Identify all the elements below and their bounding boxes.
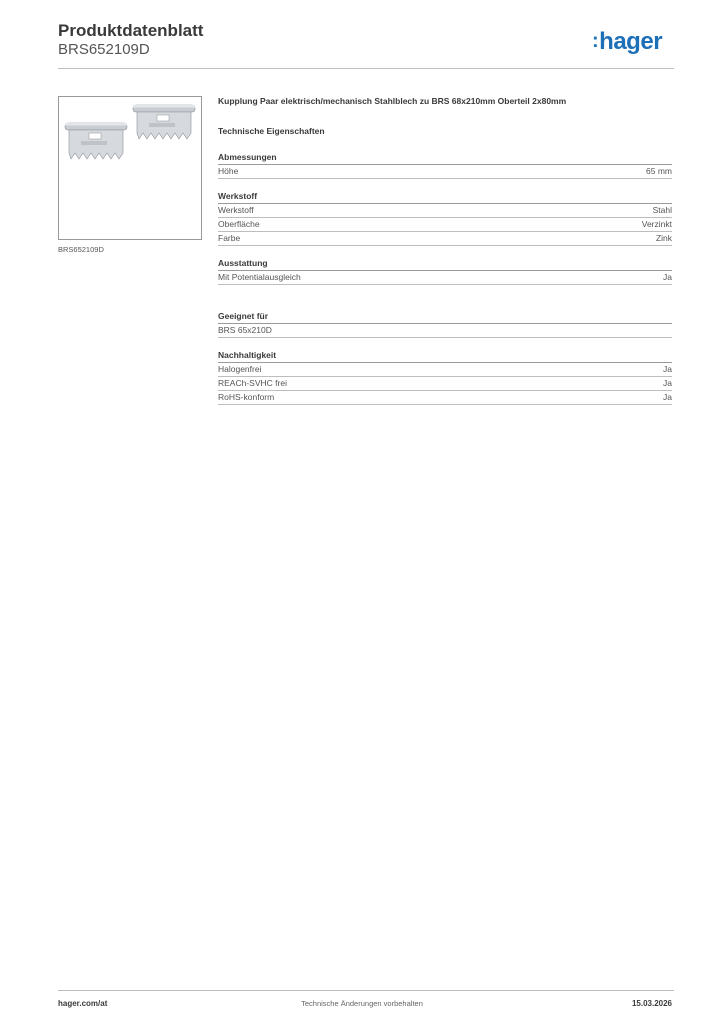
section-title: Nachhaltigkeit <box>218 350 672 363</box>
property-label: RoHS-konform <box>218 392 275 402</box>
product-code: BRS652109D <box>58 41 150 58</box>
property-label: Mit Potentialausgleich <box>218 272 301 282</box>
technical-title: Technische Eigenschaften <box>218 126 325 136</box>
property-row <box>218 363 672 377</box>
property-value: Ja <box>663 392 672 402</box>
section-sustainability <box>218 350 672 405</box>
header-divider <box>58 68 674 69</box>
logo-text: hager <box>599 28 663 55</box>
property-value: Ja <box>663 378 672 388</box>
property-row <box>218 204 672 218</box>
property-row <box>218 377 672 391</box>
footer-divider <box>58 990 674 991</box>
property-value: Ja <box>663 272 672 282</box>
product-details <box>218 96 672 417</box>
property-label: REACh-SVHC frei <box>218 378 287 388</box>
section-title: Abmessungen <box>218 152 672 165</box>
property-row <box>218 271 672 285</box>
property-label: Höhe <box>218 166 239 176</box>
product-description: Kupplung Paar elektrisch/mechanisch Stahlblech zu BRS 68x210mm Oberteil 2x80mm <box>218 96 567 106</box>
footer-notice: Technische Änderungen vorbehalten <box>301 999 423 1008</box>
section-title: Geeignet für <box>218 311 672 324</box>
footer-website-link[interactable]: hager.com/at <box>58 999 108 1008</box>
section-dimensions <box>218 152 672 179</box>
property-value: 65 mm <box>646 166 672 176</box>
section-equipment <box>218 258 672 285</box>
section-title: Werkstoff <box>218 191 672 204</box>
property-label: Farbe <box>218 233 241 243</box>
property-label: Werkstoff <box>218 205 254 215</box>
property-label: Oberfläche <box>218 219 260 229</box>
property-row <box>218 218 672 232</box>
section-suitable-for <box>218 311 672 338</box>
property-row <box>218 391 672 405</box>
product-image <box>58 96 202 240</box>
property-value: Verzinkt <box>641 219 672 229</box>
property-row <box>218 165 672 179</box>
property-row <box>218 232 672 246</box>
property-value: Zink <box>655 233 672 243</box>
image-caption: BRS652109D <box>58 245 104 254</box>
page-title: Produktdatenblatt <box>58 21 204 40</box>
hager-logo: :hager <box>592 28 663 55</box>
property-label: Halogenfrei <box>218 364 262 374</box>
property-value: Ja <box>663 364 672 374</box>
section-material <box>218 191 672 246</box>
footer-date: 15.03.2026 <box>631 999 672 1008</box>
property-value: Stahl <box>652 205 672 215</box>
property-row <box>218 324 672 338</box>
coupling-plates-image <box>59 97 201 239</box>
property-label: BRS 65x210D <box>218 325 272 335</box>
section-title: Ausstattung <box>218 258 672 271</box>
